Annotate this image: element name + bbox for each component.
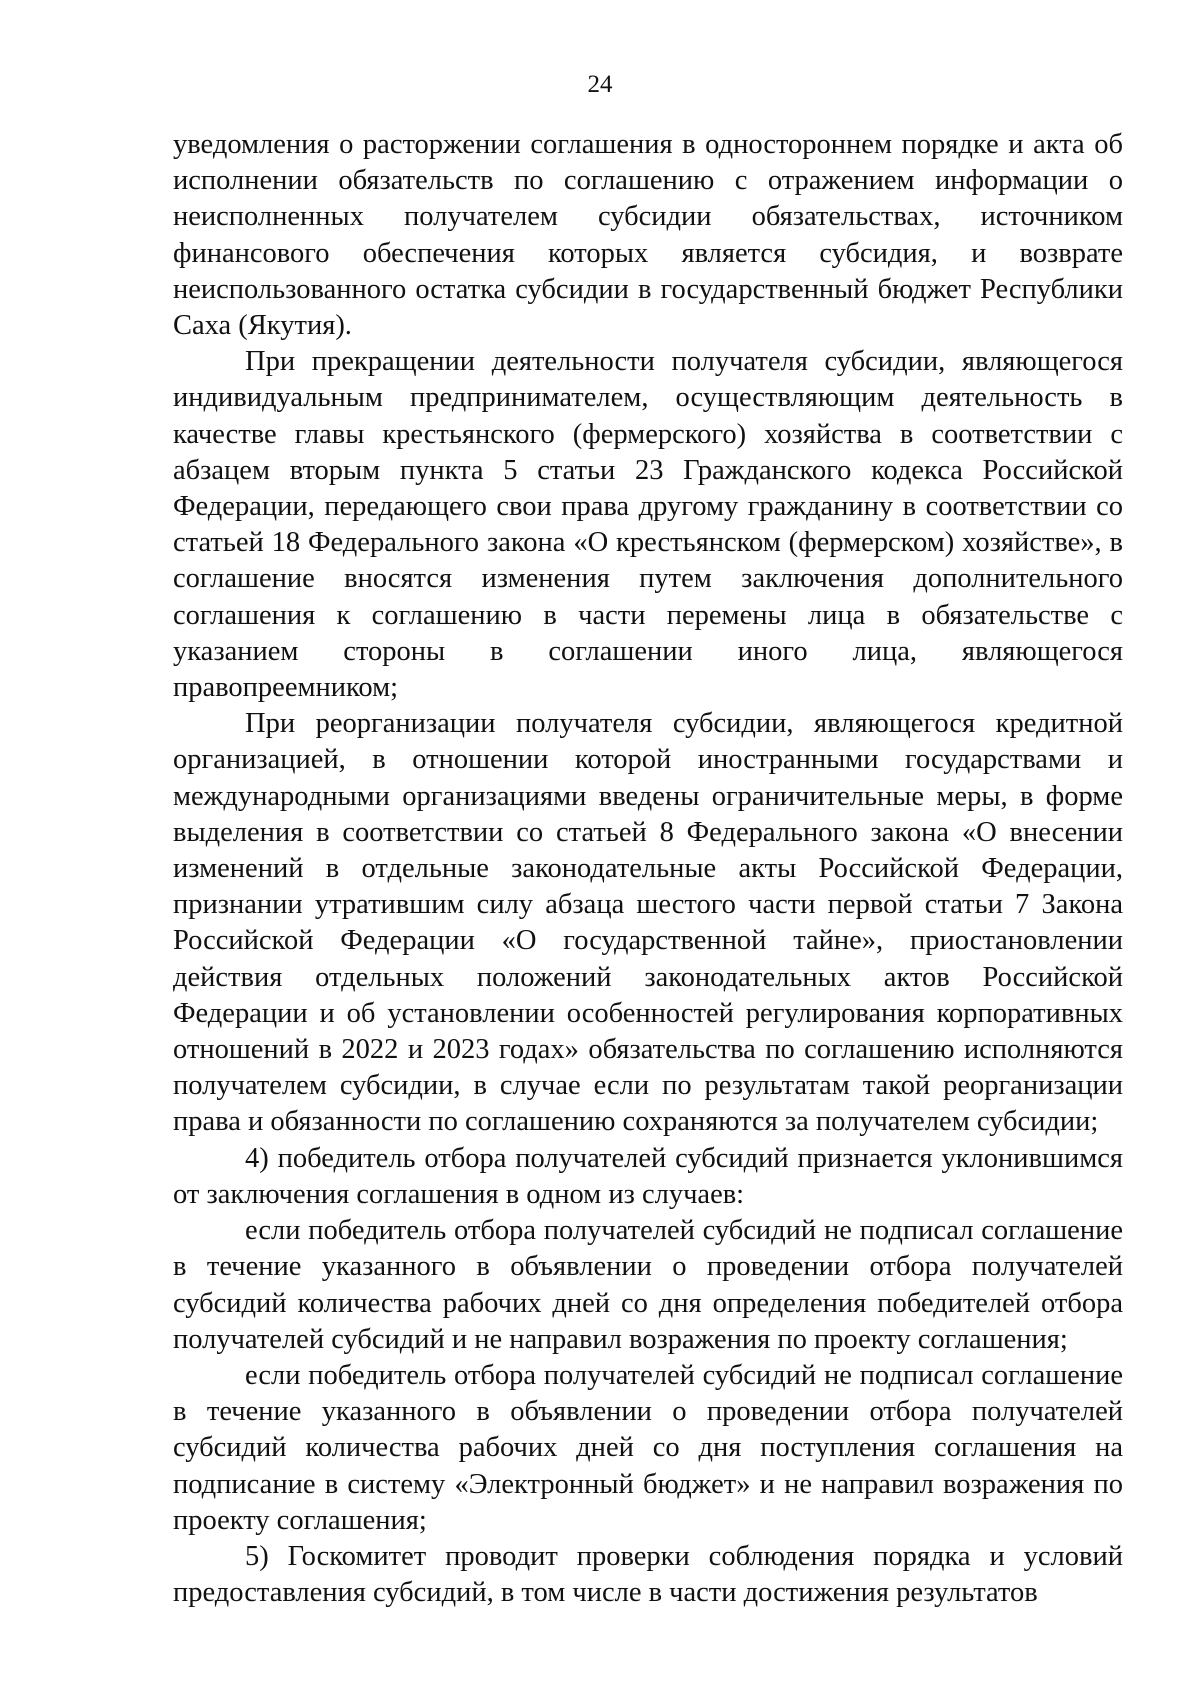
paragraph-item-5-inspections: 5) Госкомитет проводит проверки соблюдения порядка и условий предоставления субсидий, в том числе в части достижения результатов <box>173 1540 1123 1609</box>
paragraph-item-4-evasion: 4) победитель отбора получателей субсидий признается уклонившимся от заключения соглашения в одном из случаев: <box>173 1142 1123 1210</box>
paragraph-farm-head-termination: При прекращении деятельности получателя субсидии, являющегося индивидуальным предпринимателем, осуществляющим деятельность в качестве главы крестьянского (фермерского) хозяйства в соответствии с абзацем вторым пункта 5 статьи 23 Гражданского кодекса Российской Федерации, передающего свои права другому гражданину в соответствии со статьей 18 Федерального закона «О крестьянском (фермерском) хозяйстве», в соглашение вносятся изменения путем заключения дополнительного соглашения к соглашению в части перемены лица в обязательстве с указанием стороны в соглашении иного лица, являющегося правопреемником; <box>173 346 1123 704</box>
paragraph-not-signed-electronic-budget: если победитель отбора получателей субсидий не подписал соглашение в течение указанного в объявлении о проведении отбора получателей субсидий количества рабочих дней со дня поступления соглашения на подписание в систему «Электронный бюджет» и не направил возражения по проекту соглашения; <box>173 1359 1123 1536</box>
paragraph-credit-org-reorganization: При реорганизации получателя субсидии, являющегося кредитной организацией, в отношении которой иностранными государствами и международными организациями введены ограничительные меры, в форме выделения в соответствии со статьей 8 Федерального закона «О внесении изменений в отдельные законодательные акты Российской Федерации, признании утратившим силу абзаца шестого части первой статьи 7 Закона Российской Федерации «О государственной тайне», приостановлении действия отдельных положений законодательных актов Российской Федерации и об установлении особенностей регулирования корпоративных отношений в 2022 и 2023 годах» обязательства по соглашению исполняются получателем субсидии, в случае если по результатам такой реорганизации права и обязанности по соглашению сохраняются за получателем субсидии; <box>173 708 1123 1138</box>
page-number: 24 <box>587 71 613 98</box>
paragraph-not-signed-by-deadline: если победитель отбора получателей субсидий не подписал соглашение в течение указанного в объявлении о проведении отбора получателей субсидий количества рабочих дней со дня определения победителей отбора получателей субсидий и не направил возражения по проекту соглашения; <box>173 1215 1123 1355</box>
paragraph-termination-notice: уведомления о расторжении соглашения в одностороннем порядке и акта об исполнении обязательств по соглашению с отражением информации о неисполненных получателем субсидии обязательствах, источником финансового обеспечения которых является субсидия, и возврате неиспользованного остатка субсидии в государственный бюджет Республики Саха (Якутия). <box>173 129 1123 342</box>
document-body <box>173 127 1123 1611</box>
